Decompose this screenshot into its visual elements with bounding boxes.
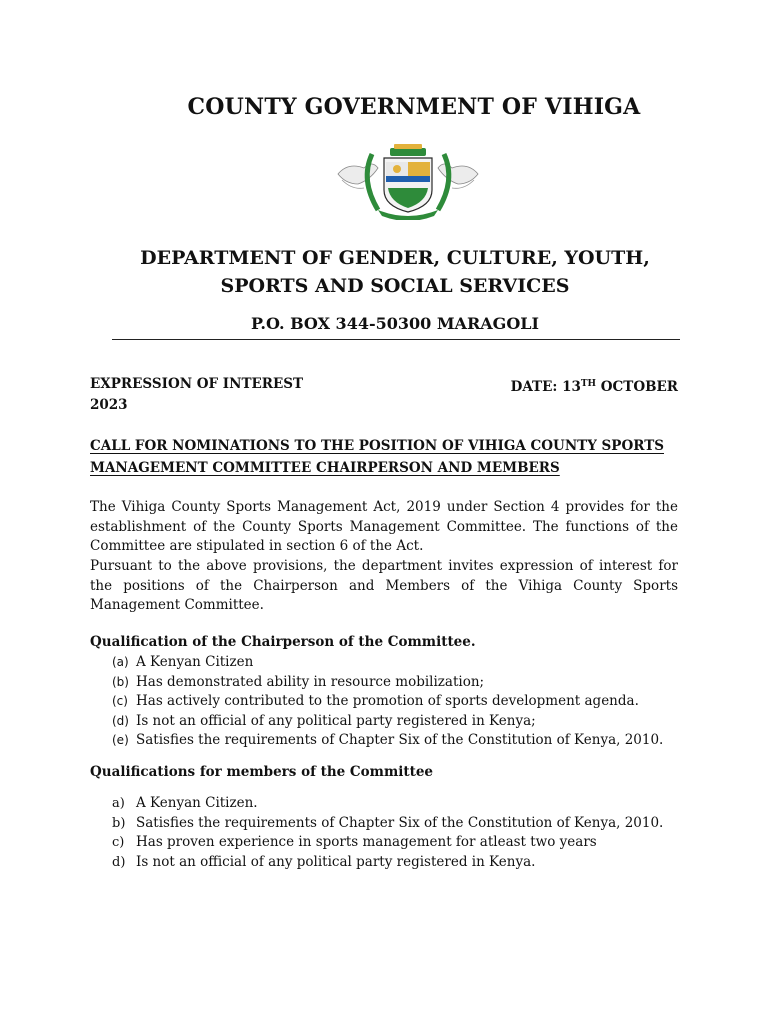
- call-for-nominations-heading: [90, 435, 680, 479]
- call-heading-line-1: CALL FOR NOMINATIONS TO THE POSITION OF VIHIGA COUNTY SPORTS: [90, 438, 664, 454]
- department-title: [0, 244, 768, 300]
- list-item: [112, 731, 663, 751]
- call-heading-line-2: MANAGEMENT COMMITTEE CHAIRPERSON AND MEMBERS: [90, 460, 560, 476]
- list-item-text: Is not an official of any political party registered in Kenya;: [136, 712, 536, 729]
- list-marker: (d): [112, 713, 129, 728]
- invitation-paragraph: Pursuant to the above provisions, the department invites expression of interest for the positions of the Chairperson and Members of the Vihiga County Sports Management Committee.: [90, 558, 678, 614]
- list-item: [112, 794, 663, 814]
- county-title: COUNTY GOVERNMENT OF VIHIGA: [187, 94, 641, 120]
- list-item-text: A Kenyan Citizen: [136, 654, 254, 670]
- list-marker: (c): [112, 694, 128, 708]
- list-marker: c): [112, 835, 125, 850]
- department-line-2: SPORTS AND SOCIAL SERVICES: [220, 275, 570, 297]
- list-marker: a): [112, 796, 125, 811]
- member-qualifications-list: [112, 794, 663, 872]
- date-month: OCTOBER: [600, 379, 678, 395]
- list-marker: b): [112, 815, 126, 831]
- date-prefix: DATE: 13: [510, 379, 581, 395]
- list-item-text: A Kenyan Citizen.: [136, 795, 258, 811]
- list-item-text: Has proven experience in sports management for atleast two years: [136, 834, 597, 850]
- notice-type: EXPRESSION OF INTEREST: [90, 376, 304, 392]
- list-item-text: Has actively contributed to the promotion of sports development agenda.: [136, 693, 639, 709]
- department-line-1: DEPARTMENT OF GENDER, CULTURE, YOUTH,: [140, 247, 650, 269]
- header-divider: [112, 339, 680, 340]
- list-marker: (e): [112, 733, 129, 747]
- notice-year: 2023: [90, 397, 128, 413]
- list-item: [112, 814, 663, 834]
- list-item: [112, 833, 663, 853]
- list-marker: (a): [112, 655, 129, 669]
- list-item: [112, 853, 663, 873]
- date-suffix: TH: [580, 379, 597, 389]
- list-item-text: Satisfies the requirements of Chapter Six of the Constitution of Kenya, 2010.: [136, 732, 664, 748]
- chair-qualifications-heading: Qualification of the Chairperson of the Committee.: [90, 634, 476, 650]
- member-qualifications-heading: Qualifications for members of the Committee: [90, 764, 434, 780]
- notice-date: [511, 374, 678, 397]
- po-box-address: P.O. BOX 344-50300 MARAGOLI: [251, 314, 539, 333]
- list-item: [112, 712, 663, 732]
- list-marker: (b): [112, 674, 129, 689]
- list-item-text: Has demonstrated ability in resource mobilization;: [136, 673, 485, 690]
- list-item-text: Satisfies the requirements of Chapter Six of the Constitution of Kenya, 2010.: [136, 814, 664, 831]
- list-item-text: Is not an official of any political party registered in Kenya.: [136, 853, 536, 870]
- chair-qualifications-list: [112, 653, 663, 751]
- county-coat-of-arms-icon: [334, 140, 482, 220]
- intro-paragraph: The Vihiga County Sports Management Act, 2019 under Section 4 provides for the establishment of the County Sports Management Committee. The functions of the Committee are stipulated in section 6 of the Act.: [90, 499, 678, 555]
- list-item: [112, 673, 663, 693]
- list-item: [112, 692, 663, 712]
- list-item: [112, 653, 663, 673]
- list-marker: d): [112, 854, 126, 870]
